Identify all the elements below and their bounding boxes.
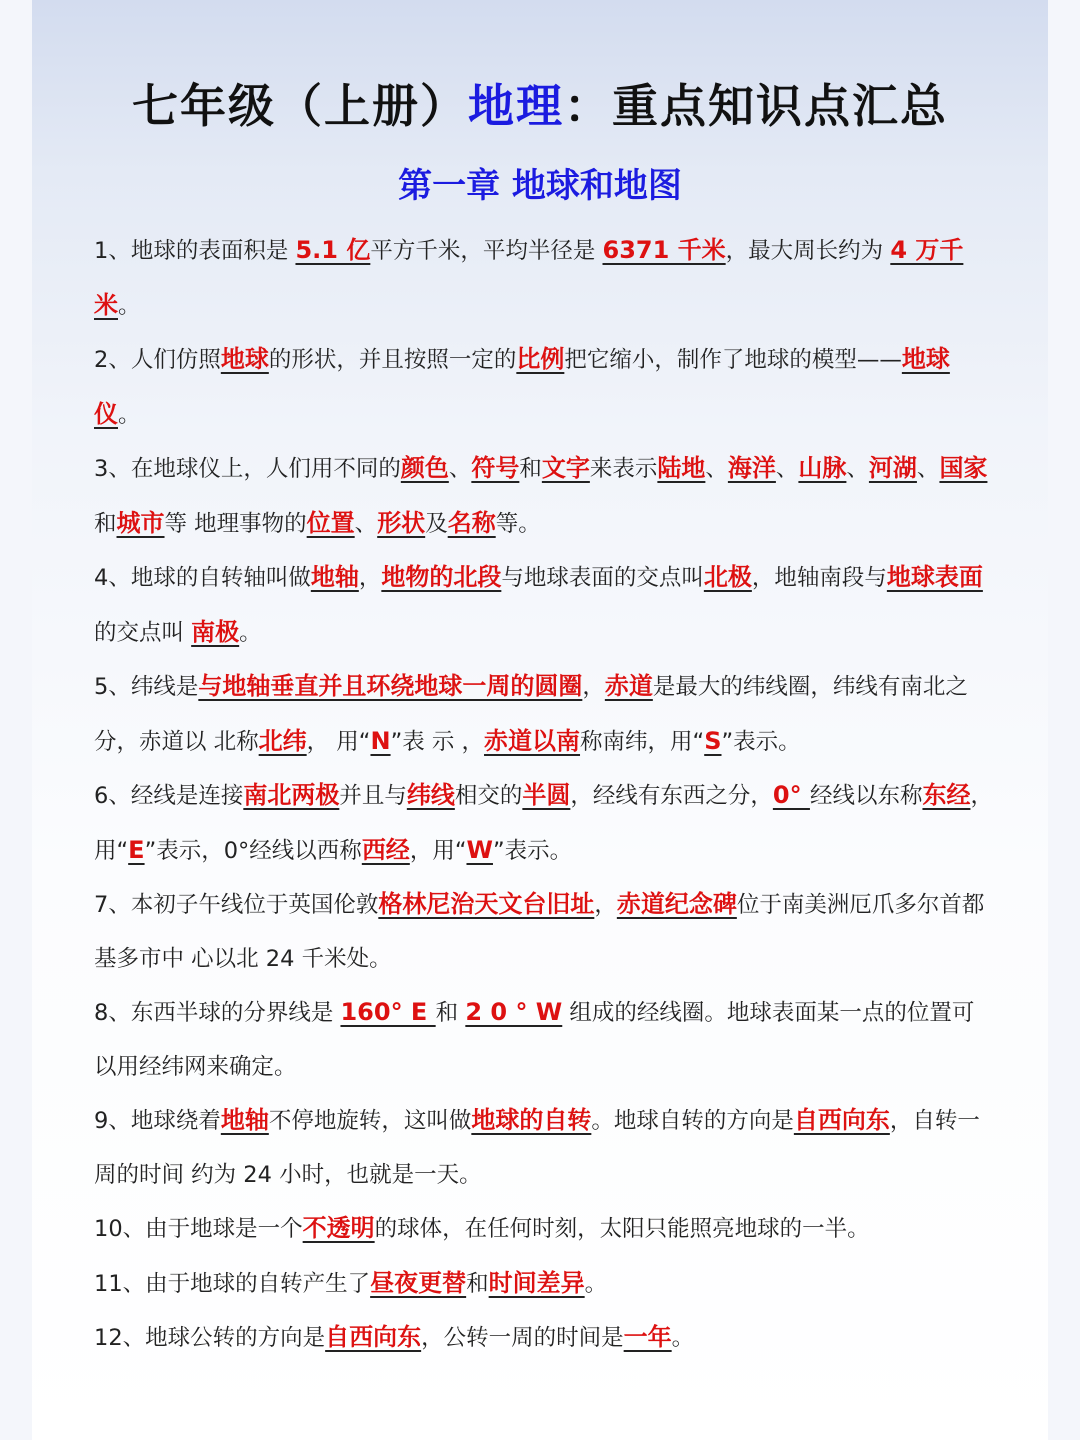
body-text: 、 xyxy=(354,510,378,537)
document-page xyxy=(32,0,1048,1440)
knowledge-point-2 xyxy=(94,333,994,442)
body-text: 。 xyxy=(671,1325,695,1351)
body-text: 3、在地球仪上，人们用不同的 xyxy=(94,456,401,482)
body-text: 、 xyxy=(705,456,728,482)
key-term: 地球仪 xyxy=(94,345,950,428)
key-term: 符号 xyxy=(471,454,520,482)
body-text: ”表示。 xyxy=(721,728,801,755)
body-text: 。 xyxy=(584,1270,608,1297)
body-text: 4、地球的自转轴叫做 xyxy=(94,565,311,591)
key-term: 2 0 ° W xyxy=(465,998,563,1026)
key-term: 5.1 亿 xyxy=(295,236,371,264)
key-term: 160° E xyxy=(340,998,436,1026)
key-term: 半圆 xyxy=(522,781,571,809)
body-text: 相交的 xyxy=(454,783,523,809)
body-text: ， xyxy=(594,892,617,918)
knowledge-point-9 xyxy=(94,1094,994,1202)
key-term: 自西向东 xyxy=(325,1323,422,1351)
key-term: 陆地 xyxy=(657,454,706,482)
knowledge-point-7 xyxy=(94,878,994,986)
knowledge-point-10 xyxy=(94,1202,994,1257)
body-text: 的形状，并且按照一定的 xyxy=(268,347,517,373)
key-term: 赤道 xyxy=(604,672,653,700)
knowledge-point-3 xyxy=(94,442,994,551)
key-term: 不透明 xyxy=(302,1214,375,1242)
body-text: ”表示，0°经线以西称 xyxy=(144,837,362,864)
body-text: 和 xyxy=(466,1270,489,1297)
body-text: 是最大的纬线圈，纬线有南北之分，赤道以 北称 xyxy=(94,674,968,755)
body-text: ，用“ xyxy=(409,837,467,864)
body-text: 的交点叫 xyxy=(94,619,192,646)
key-term: 昼夜更替 xyxy=(370,1268,467,1297)
body-text: ，经线有东西之分， xyxy=(570,783,773,809)
content-list xyxy=(94,224,994,1366)
key-term: 时间差异 xyxy=(488,1268,585,1297)
body-text: 与地球表面的交点叫 xyxy=(501,565,704,591)
body-text: ，公转一周的时间是 xyxy=(421,1325,624,1351)
key-term: 地球的自转 xyxy=(471,1106,592,1134)
knowledge-point-4 xyxy=(94,551,994,660)
knowledge-point-11 xyxy=(94,1257,994,1312)
knowledge-point-5 xyxy=(94,660,994,769)
body-text: 并且与 xyxy=(339,783,407,809)
body-text: 和 xyxy=(94,510,117,537)
body-text: 。 xyxy=(239,619,262,646)
body-text: 9、地球绕着 xyxy=(94,1108,221,1134)
body-text: ， xyxy=(358,565,382,591)
key-term: 山脉 xyxy=(798,454,847,482)
key-term: 地球 xyxy=(220,345,269,373)
body-text: 。 xyxy=(118,292,141,319)
key-term: 文字 xyxy=(541,454,590,482)
body-text: ，自转一周的时间 约为 24 小时，也就是一天。 xyxy=(94,1108,980,1188)
key-term: 国家 xyxy=(939,454,988,482)
body-text: ，最大周长约为 xyxy=(725,238,891,264)
key-term: 南极 xyxy=(191,617,240,646)
key-term: 形状 xyxy=(377,508,426,537)
body-text: 10、由于地球是一个 xyxy=(94,1216,303,1242)
body-text: ， xyxy=(582,674,605,700)
body-text: ，地轴南段与 xyxy=(751,565,887,591)
body-text: 来表示 xyxy=(589,456,658,482)
body-text: 组成的经线圈。地球表面某一点的位置可以用经纬网来确定。 xyxy=(94,1000,975,1080)
key-term: 地轴 xyxy=(220,1106,269,1134)
key-term: 西经 xyxy=(361,835,410,864)
key-term: 比例 xyxy=(516,345,565,373)
body-text: 不停地旋转，这叫做 xyxy=(268,1108,472,1134)
key-term: 颜色 xyxy=(400,454,449,482)
body-text: 6、经线是连接 xyxy=(94,783,244,809)
body-text: 1、地球的表面积是 xyxy=(94,238,296,264)
body-text: 、 xyxy=(846,456,869,482)
page-title xyxy=(32,70,1048,136)
body-text: 12、地球公转的方向是 xyxy=(94,1325,326,1351)
body-text: 平方千米，平均半径是 xyxy=(370,238,603,264)
chapter-heading: 第一章 地球和地图 xyxy=(398,166,682,206)
key-term: 6371 千米 xyxy=(602,236,726,264)
title-part3: ：重点知识点汇总 xyxy=(564,79,948,133)
body-text: 和 xyxy=(519,456,542,482)
title-part1: 七年级（上册） xyxy=(132,79,468,133)
body-text: ”表 示 ， xyxy=(390,728,485,755)
key-term: 城市 xyxy=(116,508,165,537)
body-text: 、 xyxy=(916,456,940,482)
key-term: 地物的北段 xyxy=(381,563,502,591)
body-text: 。地球自转的方向是 xyxy=(591,1108,794,1134)
key-term: 地球表面 xyxy=(886,563,983,591)
key-term: 赤道以南 xyxy=(484,726,581,755)
body-text: 2、人们仿照 xyxy=(94,347,221,373)
key-term: W xyxy=(466,835,493,864)
knowledge-point-1 xyxy=(94,224,994,333)
key-term: 东经 xyxy=(922,781,971,809)
knowledge-point-12 xyxy=(94,1311,994,1366)
body-text: 称南纬，用“ xyxy=(580,728,705,755)
body-text: 和 xyxy=(435,1000,466,1026)
title-subject: 地理 xyxy=(468,79,564,133)
body-text: 。 xyxy=(118,401,141,428)
body-text: 的球体，在任何时刻，太阳只能照亮地球的一半。 xyxy=(374,1216,870,1242)
body-text: 5、纬线是 xyxy=(94,674,199,700)
key-term: 海洋 xyxy=(727,454,776,482)
body-text: 把它缩小，制作了地球的模型—— xyxy=(564,347,902,373)
key-term: 格林尼治天文台旧址 xyxy=(378,890,595,918)
key-term: E xyxy=(128,835,145,864)
key-term: 北极 xyxy=(703,563,752,591)
body-text: 、 xyxy=(448,456,472,482)
key-term: 0° xyxy=(772,781,810,809)
body-text: ”表示。 xyxy=(492,837,573,864)
body-text: 及 xyxy=(425,510,448,537)
body-text: 7、本初子午线位于英国伦敦 xyxy=(94,892,379,918)
knowledge-point-6 xyxy=(94,769,994,878)
body-text: 等。 xyxy=(495,510,541,537)
key-term: 河湖 xyxy=(868,454,917,482)
key-term: 自西向东 xyxy=(793,1106,890,1134)
key-term: 4 万千米 xyxy=(94,236,964,319)
body-text: 11、由于地球的自转产生了 xyxy=(94,1270,371,1297)
key-term: 一年 xyxy=(623,1323,672,1351)
body-text: ， 用“ xyxy=(306,728,371,755)
key-term: 与地轴垂直并且环绕地球一周的圆圈 xyxy=(198,672,583,700)
knowledge-point-8 xyxy=(94,986,994,1094)
body-text: ， 用“ xyxy=(94,783,993,864)
body-text: 、 xyxy=(775,456,799,482)
key-term: S xyxy=(704,726,722,755)
key-term: 南北两极 xyxy=(243,781,340,809)
key-term: 位置 xyxy=(306,508,355,537)
key-term: 地轴 xyxy=(310,563,359,591)
body-text: 8、东西半球的分界线是 xyxy=(94,1000,341,1026)
key-term: 赤道纪念碑 xyxy=(616,890,737,918)
body-text: 经线以东称 xyxy=(809,783,923,809)
key-term: 纬线 xyxy=(406,781,455,809)
key-term: N xyxy=(370,726,391,755)
key-term: 名称 xyxy=(447,508,496,537)
key-term: 北纬 xyxy=(258,726,307,755)
body-text: 位于南美洲厄爪多尔首都基多市中 心以北 24 千米处。 xyxy=(94,892,985,972)
body-text: 等 地理事物的 xyxy=(164,510,307,537)
